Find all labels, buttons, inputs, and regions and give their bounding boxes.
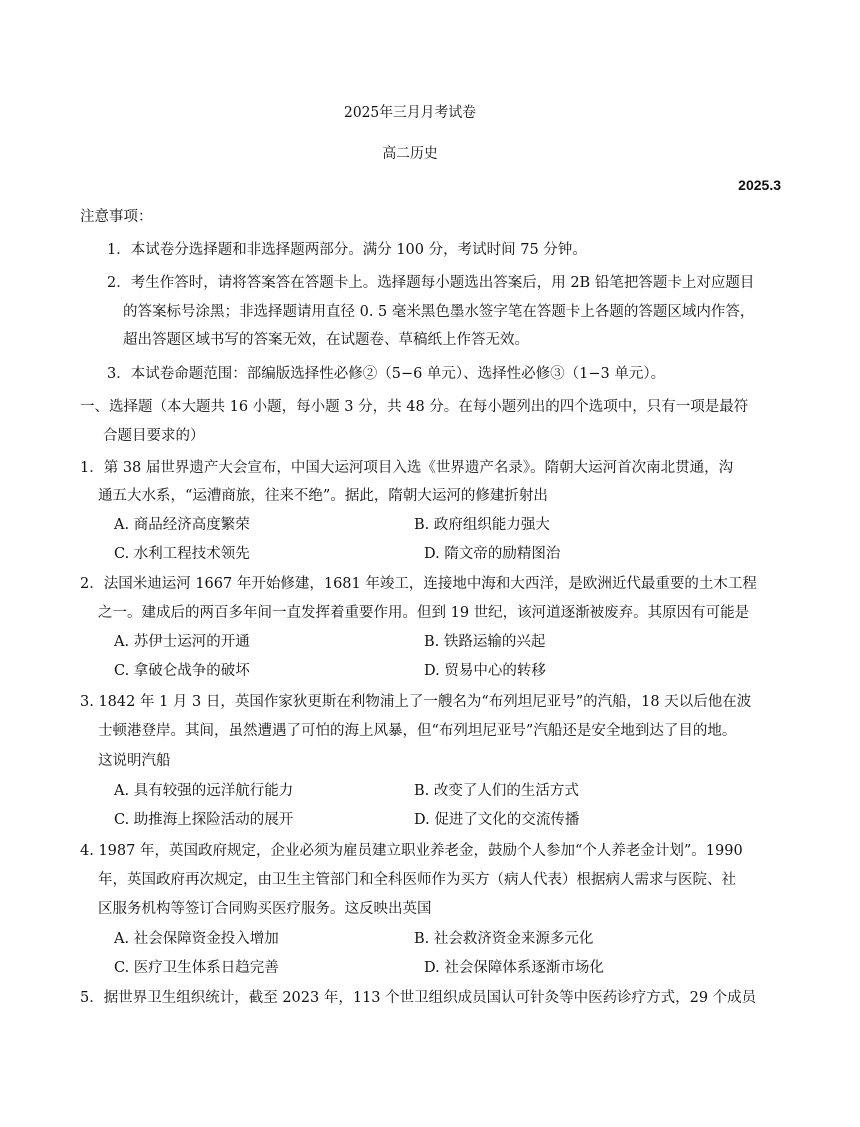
- q3-option-a: A. 具有较强的远洋航行能力: [114, 783, 294, 799]
- section-1-heading-line-2: 合题目要求的）: [103, 428, 205, 444]
- q3-stem-line-1: 3. 1842 年 1 月 3 日，英国作家狄更斯在利物浦上了一艘名为“布列坦尼亚号”的汽船，18 天以后他在波: [80, 694, 752, 710]
- q4-option-c: C. 医疗卫生体系日趋完善: [114, 960, 279, 976]
- notice-item-2-line-2: 的答案标号涂黑；非选择题请用直径 0. 5 毫米黑色墨水签字笔在答题卡上各题的答题区域内作答，: [123, 304, 755, 320]
- q3-option-c: C. 助推海上探险活动的展开: [114, 812, 294, 828]
- notice-item-3: 3．本试卷命题范围：部编版选择性必修②（5−6 单元）、选择性必修③（1−3 单元）。: [107, 366, 666, 382]
- q4-stem-line-1: 4. 1987 年，英国政府规定，企业必须为雇员建立职业养老金，鼓励个人参加“个人养老金计划”。1990: [80, 843, 743, 859]
- notice-item-2-line-1: 2．考生作答时，请将答案答在答题卡上。选择题每小题选出答案后，用 2B 铅笔把答题卡上对应题目: [107, 275, 755, 291]
- q1-stem-line-1: 1．第 38 届世界遗产大会宣布，中国大运河项目入选《世界遗产名录》。隋朝大运河首次南北贯通，沟: [80, 460, 734, 476]
- q1-stem-line-2: 通五大水系，“运漕商旅，往来不绝”。据此，隋朝大运河的修建折射出: [98, 488, 548, 504]
- q4-option-b: B. 社会救济资金来源多元化: [414, 931, 594, 947]
- notice-heading: 注意事项：: [80, 209, 153, 225]
- notice-item-1: 1．本试卷分选择题和非选择题两部分。满分 100 分，考试时间 75 分钟。: [107, 242, 587, 258]
- q3-stem-line-2: 士顿港登岸。其间，虽然遭遇了可怕的海上风暴，但“布列坦尼亚号”汽船还是安全地到达了目的地。: [98, 723, 737, 739]
- q2-option-b: B. 铁路运输的兴起: [424, 634, 546, 650]
- q2-option-c: C. 拿破仑战争的破坏: [114, 663, 250, 679]
- q1-option-c: C. 水利工程技术领先: [114, 546, 250, 562]
- notice-item-2-line-3: 超出答题区域书写的答案无效，在试题卷、草稿纸上作答无效。: [123, 332, 529, 348]
- q5-stem-line-1: 5．据世界卫生组织统计，截至 2023 年，113 个世卫组织成员国认可针灸等中医药诊疗方式，29 个成员: [80, 990, 757, 1006]
- q2-option-a: A. 苏伊士运河的开通: [114, 634, 250, 650]
- q4-option-d: D. 社会保障体系逐渐市场化: [424, 960, 604, 976]
- q4-stem-line-3: 区服务机构等签订合同购买医疗服务。这反映出英国: [98, 901, 432, 917]
- subject-title: 高二历史: [382, 146, 438, 162]
- q4-stem-line-2: 年，英国政府再次规定，由卫生主管部门和全科医师作为买方（病人代表）根据病人需求与医院、社: [98, 872, 736, 888]
- q2-stem-line-2: 之一。建成后的两百多年间一直发挥着重要作用。但到 19 世纪，该河道逐渐被废弃。其原因有可能是: [98, 605, 750, 621]
- exam-date: 2025.3: [738, 177, 781, 193]
- q3-stem-line-3: 这说明汽船: [98, 753, 171, 769]
- q1-option-a: A. 商品经济高度繁荣: [114, 517, 250, 533]
- q3-option-d: D. 促进了文化的交流传播: [414, 812, 580, 828]
- exam-title: 2025年三月月考试卷: [344, 105, 476, 121]
- q1-option-b: B. 政府组织能力强大: [414, 517, 550, 533]
- q3-option-b: B. 改变了人们的生活方式: [414, 783, 579, 799]
- section-1-heading-line-1: 一、选择题（本大题共 16 小题，每小题 3 分，共 48 分。在每小题列出的四个选项中，只有一项是最符: [80, 399, 749, 415]
- q4-option-a: A. 社会保障资金投入增加: [114, 931, 279, 947]
- q1-option-d: D. 隋文帝的励精图治: [424, 546, 561, 562]
- q2-option-d: D. 贸易中心的转移: [424, 663, 546, 679]
- q2-stem-line-1: 2．法国米迪运河 1667 年开始修建，1681 年竣工，连接地中海和大西洋，是欧洲近代最重要的土木工程: [80, 576, 757, 592]
